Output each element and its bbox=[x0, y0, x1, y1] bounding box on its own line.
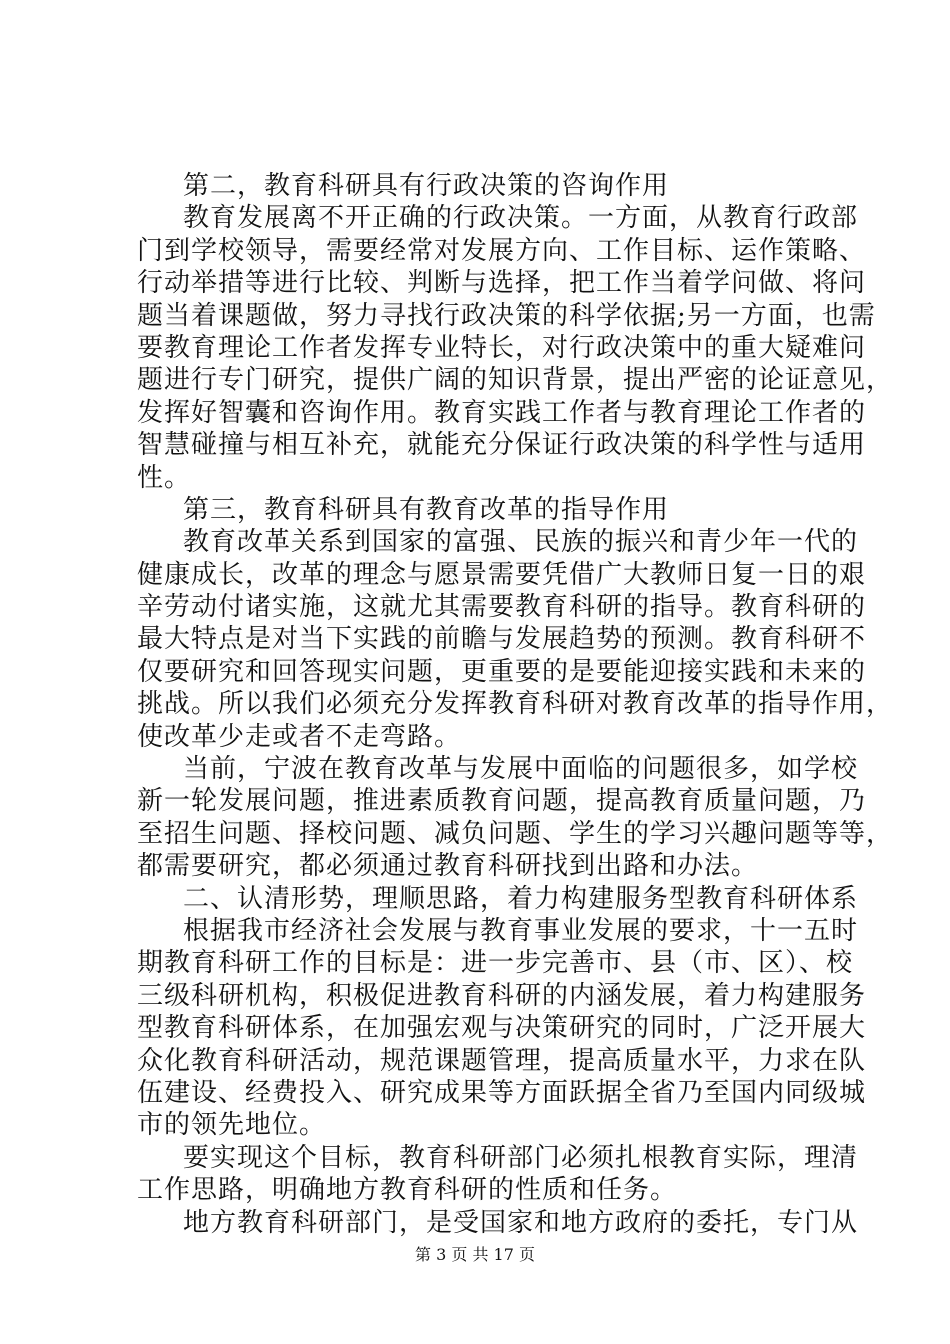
paragraph-line: 使改革少走或者不走弯路。 bbox=[137, 721, 462, 752]
paragraph-line: 三级科研机构，积极促进教育科研的内涵发展，着力构建服务 bbox=[137, 980, 867, 1011]
paragraph-line: 辛劳动付诸实施，这就尤其需要教育科研的指导。教育科研的 bbox=[137, 592, 867, 623]
paragraph-line: 至招生问题、择校问题、减负问题、学生的学习兴趣问题等等， bbox=[137, 818, 894, 849]
paragraph-line: 型教育科研体系，在加强宏观与决策研究的同时，广泛开展大 bbox=[137, 1013, 867, 1044]
paragraph-line: 健康成长，改革的理念与愿景需要凭借广大教师日复一日的艰 bbox=[137, 559, 867, 590]
page-number-label: 第 3 页 共 17 页 bbox=[415, 1245, 535, 1264]
paragraph-line: 行动举措等进行比较、判断与选择，把工作当着学问做、将问 bbox=[137, 268, 867, 299]
paragraph-line: 题进行专门研究，提供广阔的知识背景，提出严密的论证意见， bbox=[137, 365, 894, 396]
paragraph-line: 仅要研究和回答现实问题，更重要的是要能迎接实践和未来的 bbox=[137, 656, 867, 687]
paragraph-line: 智慧碰撞与相互补充，就能充分保证行政决策的科学性与适用 bbox=[137, 430, 867, 461]
paragraph-line: 要教育理论工作者发挥专业特长，对行政决策中的重大疑难问 bbox=[137, 332, 867, 363]
paragraph-line: 教育改革关系到国家的富强、民族的振兴和青少年一代的 bbox=[183, 527, 859, 558]
paragraph-line: 门到学校领导，需要经常对发展方向、工作目标、运作策略、 bbox=[137, 235, 867, 266]
section-heading-third: 第三，教育科研具有教育改革的指导作用 bbox=[183, 494, 670, 525]
paragraph-line: 题当着课题做，努力寻找行政决策的科学依据;另一方面，也需 bbox=[137, 300, 876, 331]
document-body bbox=[137, 170, 894, 1239]
paragraph-line: 要实现这个目标，教育科研部门必须扎根教育实际，理清 bbox=[183, 1142, 859, 1173]
section-heading-second: 第二，教育科研具有行政决策的咨询作用 bbox=[183, 171, 670, 201]
paragraph-line: 挑战。所以我们必须充分发挥教育科研对教育改革的指导作用， bbox=[137, 689, 894, 720]
paragraph-line: 市的领先地位。 bbox=[137, 1110, 327, 1141]
paragraph-line: 发挥好智囊和咨询作用。教育实践工作者与教育理论工作者的 bbox=[137, 397, 867, 428]
paragraph-line: 根据我市经济社会发展与教育事业发展的要求，十一五时 bbox=[183, 915, 859, 946]
paragraph-line: 最大特点是对当下实践的前瞻与发展趋势的预测。教育科研不 bbox=[137, 624, 867, 655]
paragraph-line: 都需要研究，都必须通过教育科研找到出路和办法。 bbox=[137, 851, 759, 882]
paragraph-line: 期教育科研工作的目标是：进一步完善市、县（市、区）、校 bbox=[137, 948, 854, 979]
section-heading-two: 二、认清形势，理顺思路，着力构建服务型教育科研体系 bbox=[183, 883, 859, 914]
paragraph-line: 地方教育科研部门，是受国家和地方政府的委托，专门从 bbox=[183, 1207, 859, 1238]
paragraph-line: 教育发展离不开正确的行政决策。一方面，从教育行政部 bbox=[183, 203, 859, 234]
paragraph-line: 工作思路，明确地方教育科研的性质和任务。 bbox=[137, 1175, 678, 1206]
paragraph-line: 性。 bbox=[137, 462, 192, 493]
paragraph-line: 众化教育科研活动，规范课题管理，提高质量水平，力求在队 bbox=[137, 1045, 867, 1076]
paragraph-line: 新一轮发展问题，推进素质教育问题，提高教育质量问题，乃 bbox=[137, 786, 867, 817]
paragraph-line: 当前，宁波在教育改革与发展中面临的问题很多，如学校 bbox=[183, 754, 859, 785]
page-footer bbox=[0, 1245, 950, 1265]
paragraph-line: 伍建设、经费投入、研究成果等方面跃据全省乃至国内同级城 bbox=[137, 1077, 867, 1108]
